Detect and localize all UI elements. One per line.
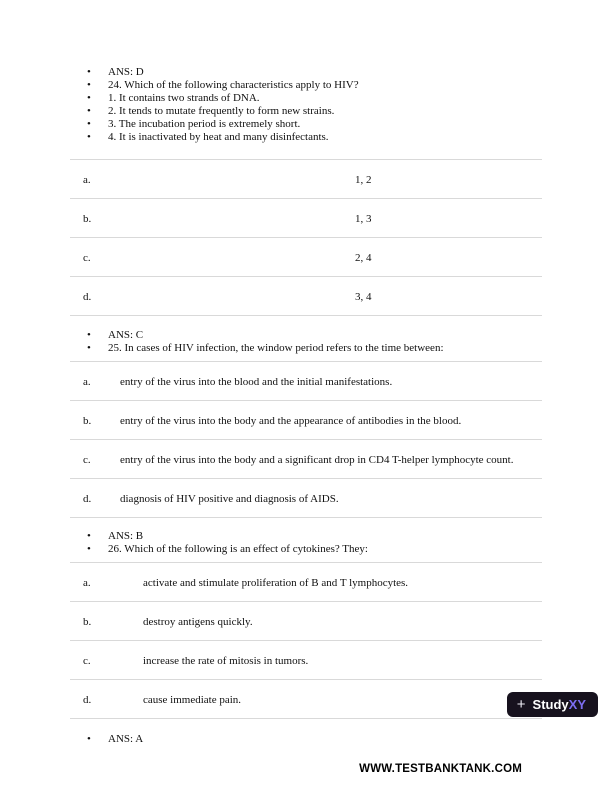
- option-letter: b.: [83, 616, 92, 628]
- answer-line: • ANS: A: [70, 733, 542, 746]
- option-letter: a.: [83, 174, 91, 186]
- option-letter: c.: [83, 655, 91, 667]
- brand-accent: XY: [568, 697, 586, 712]
- answer-line: • ANS: B: [70, 530, 542, 543]
- option-text: diagnosis of HIV positive and diagnosis of AIDS.: [120, 493, 339, 505]
- option-text: entry of the virus into the body and a significant drop in CD4 T-helper lymphocyte count.: [120, 454, 514, 466]
- option-row: [70, 640, 542, 679]
- option-letter: a.: [83, 376, 91, 388]
- studyxy-badge: [507, 692, 598, 717]
- question-stem: • 26. Which of the following is an effect of cytokines? They:: [70, 543, 542, 556]
- question-block-25: [70, 329, 542, 518]
- option-row: [70, 159, 542, 198]
- option-text: entry of the virus into the body and the appearance of antibodies in the blood.: [120, 415, 462, 427]
- brand-text: [533, 698, 586, 711]
- option-text: cause immediate pain.: [143, 694, 242, 706]
- option-text: 1, 2: [355, 174, 372, 186]
- answer-line: • ANS: C: [70, 329, 542, 342]
- statement-line: • 1. It contains two strands of DNA.: [70, 92, 542, 105]
- option-text: destroy antigens quickly.: [143, 616, 253, 628]
- option-text: 1, 3: [355, 213, 372, 225]
- option-row: [70, 198, 542, 237]
- option-letter: c.: [83, 252, 91, 264]
- question-stem: • 25. In cases of HIV infection, the window period refers to the time between:: [70, 342, 542, 355]
- option-letter: d.: [83, 694, 92, 706]
- statement-line: • 3. The incubation period is extremely short.: [70, 118, 542, 131]
- options-table: [70, 159, 542, 316]
- question-stem: • 24. Which of the following characteristics apply to HIV?: [70, 79, 542, 92]
- option-row: [70, 400, 542, 439]
- option-row: [70, 679, 542, 718]
- statement-line: • 2. It tends to mutate frequently to form new strains.: [70, 105, 542, 118]
- option-row: [70, 562, 542, 601]
- question-block-24: [70, 66, 542, 316]
- question-block-26: [70, 530, 542, 719]
- option-letter: a.: [83, 577, 91, 589]
- brand-primary: Study: [532, 697, 569, 712]
- option-letter: d.: [83, 291, 92, 303]
- statement-line: • 4. It is inactivated by heat and many disinfectants.: [70, 131, 542, 144]
- options-table: [70, 361, 542, 518]
- option-row: [70, 361, 542, 400]
- option-letter: c.: [83, 454, 91, 466]
- answer-line: • ANS: D: [70, 66, 542, 79]
- option-row: [70, 237, 542, 276]
- option-text: increase the rate of mitosis in tumors.: [143, 655, 309, 667]
- option-text: entry of the virus into the blood and the initial manifestations.: [120, 376, 393, 388]
- option-row: [70, 439, 542, 478]
- option-text: activate and stimulate proliferation of B and T lymphocytes.: [143, 577, 409, 589]
- option-row: [70, 601, 542, 640]
- option-row: [70, 276, 542, 315]
- options-table: [70, 562, 542, 719]
- option-text: 3, 4: [355, 291, 372, 303]
- option-row: [70, 478, 542, 517]
- option-text: 2, 4: [355, 252, 372, 264]
- option-letter: b.: [83, 213, 92, 225]
- option-letter: b.: [83, 415, 92, 427]
- footer-url: WWW.TESTBANKTANK.COM: [359, 763, 522, 775]
- option-letter: d.: [83, 493, 92, 505]
- plus-icon: +: [516, 696, 526, 713]
